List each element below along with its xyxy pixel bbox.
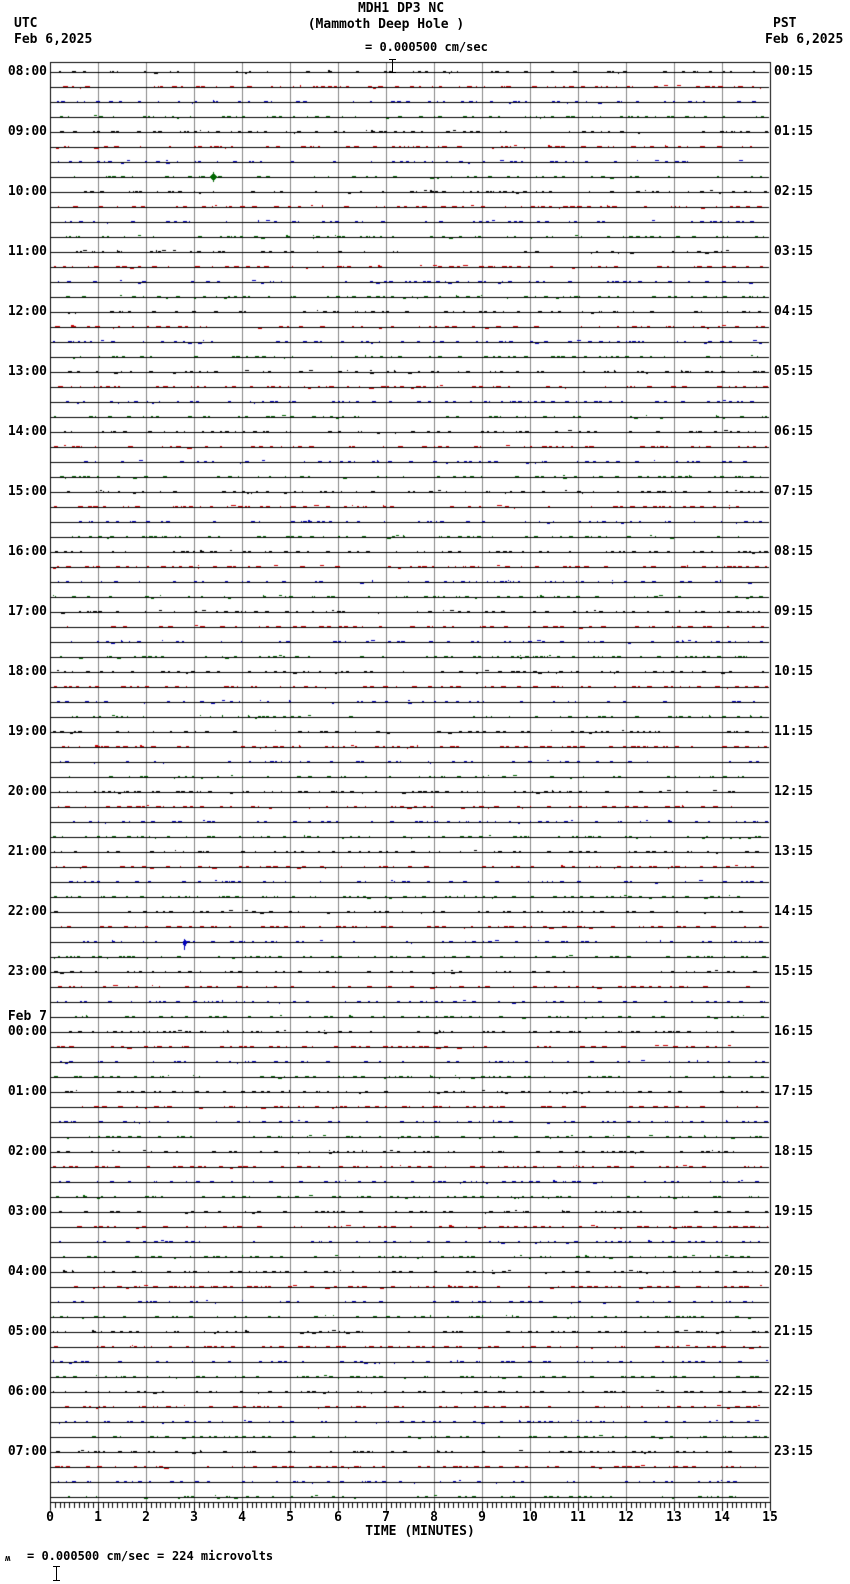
pst-hour-label: 07:15 [774,484,814,499]
left-date-label: Feb 6,2025 [14,32,93,47]
utc-hour-label: 17:00 [7,604,47,619]
footer-microvolts-label: 224 microvolts [172,1549,274,1563]
pst-hour-label: 02:15 [774,184,814,199]
left-timezone-label: UTC [14,16,38,31]
pst-hour-label: 20:15 [774,1264,814,1279]
x-tick-label: 7 [382,1510,390,1525]
utc-hour-label: 02:00 [7,1144,47,1159]
utc-hour-label: 05:00 [7,1324,47,1339]
pst-hour-label: 18:15 [774,1144,814,1159]
x-tick-label: 11 [570,1510,586,1525]
x-axis-title: TIME (MINUTES) [365,1524,475,1539]
pst-hour-label: 15:15 [774,964,814,979]
utc-hour-label: 21:00 [7,844,47,859]
x-tick-label: 12 [618,1510,634,1525]
pst-hour-label: 01:15 [774,124,814,139]
utc-hour-label: 20:00 [7,784,47,799]
station-title: MDH1 DP3 NC [357,1,445,16]
pst-hour-label: 19:15 [774,1204,814,1219]
utc-hour-label: 10:00 [7,184,47,199]
x-tick-label: 2 [142,1510,150,1525]
pst-hour-label: 22:15 [774,1384,814,1399]
pst-hour-label: 17:15 [774,1084,814,1099]
pst-hour-label: 03:15 [774,244,814,259]
x-tick-label: 3 [190,1510,198,1525]
utc-hour-label: 18:00 [7,664,47,679]
utc-hour-label: 09:00 [7,124,47,139]
x-tick-label: 13 [666,1510,682,1525]
pst-hour-label: 10:15 [774,664,814,679]
utc-hour-label: 16:00 [7,544,47,559]
utc-hour-label: 06:00 [7,1384,47,1399]
footer-prefix-glyph: ʍ [5,1554,11,1564]
utc-hour-label: 11:00 [7,244,47,259]
utc-hour-label: 00:00 [7,1024,47,1039]
pst-hour-label: 06:15 [774,424,814,439]
pst-hour-label: 13:15 [774,844,814,859]
utc-hour-label: 08:00 [7,64,47,79]
x-tick-label: 6 [334,1510,342,1525]
utc-hour-label: 15:00 [7,484,47,499]
utc-day-rollover-label: Feb 7 [7,1009,47,1024]
utc-hour-label: 12:00 [7,304,47,319]
pst-hour-label: 08:15 [774,544,814,559]
utc-hour-label: 13:00 [7,364,47,379]
x-tick-label: 14 [714,1510,730,1525]
footer-scale-label: = 0.000500 cm/sec = [27,1549,165,1563]
x-tick-label: 5 [286,1510,294,1525]
pst-hour-label: 05:15 [774,364,814,379]
utc-hour-label: 01:00 [7,1084,47,1099]
x-tick-label: 15 [762,1510,778,1525]
pst-hour-label: 12:15 [774,784,814,799]
pst-hour-label: 21:15 [774,1324,814,1339]
utc-hour-label: 14:00 [7,424,47,439]
pst-hour-label: 16:15 [774,1024,814,1039]
x-tick-label: 8 [430,1510,438,1525]
pst-hour-label: 09:15 [774,604,814,619]
right-timezone-label: PST [773,16,797,31]
utc-hour-label: 07:00 [7,1444,47,1459]
pst-hour-label: 04:15 [774,304,814,319]
utc-hour-label: 23:00 [7,964,47,979]
x-tick-label: 9 [478,1510,486,1525]
x-tick-label: 4 [238,1510,246,1525]
utc-hour-label: 19:00 [7,724,47,739]
pst-hour-label: 23:15 [774,1444,814,1459]
utc-hour-label: 22:00 [7,904,47,919]
right-date-label: Feb 6,2025 [765,32,844,47]
pst-hour-label: 14:15 [774,904,814,919]
x-tick-label: 10 [522,1510,538,1525]
scale-value-label: = 0.000500 cm/sec [365,40,488,54]
utc-hour-label: 03:00 [7,1204,47,1219]
pst-hour-label: 11:15 [774,724,814,739]
x-tick-label: 0 [46,1510,54,1525]
utc-hour-label: 04:00 [7,1264,47,1279]
x-tick-label: 1 [94,1510,102,1525]
pst-hour-label: 00:15 [774,64,814,79]
station-subtitle: (Mammoth Deep Hole ) [307,17,465,32]
